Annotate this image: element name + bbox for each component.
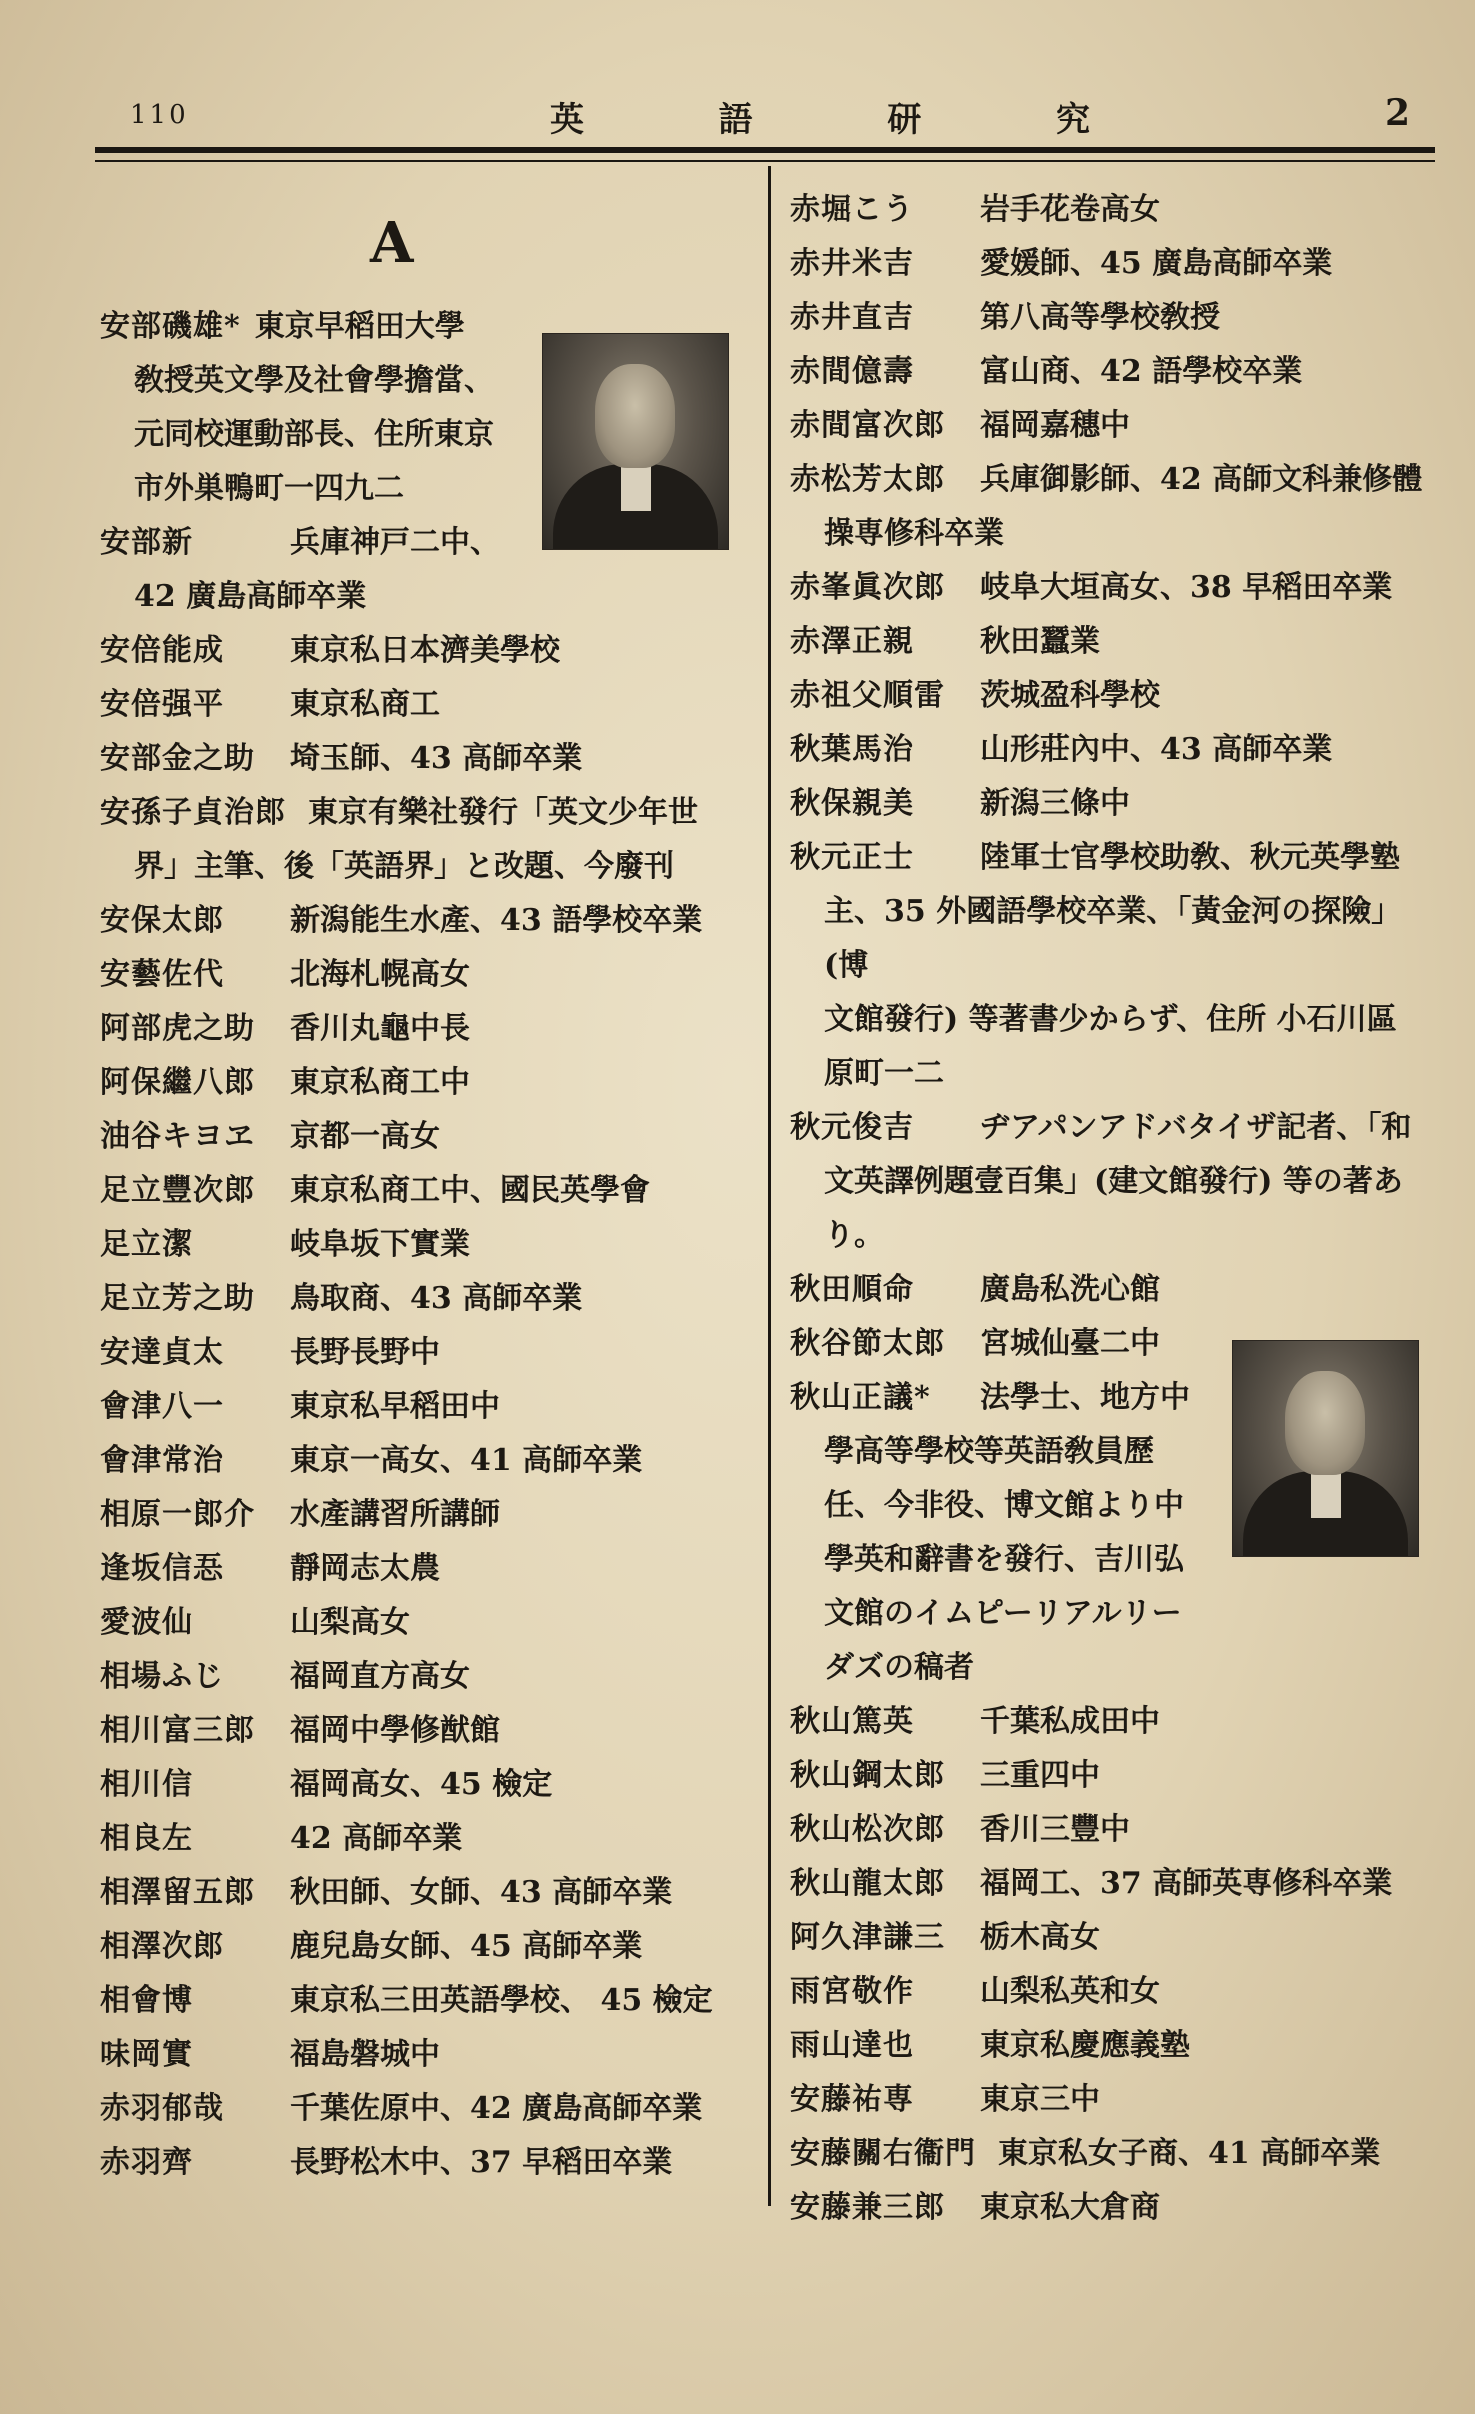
entry-name: 會津常治 <box>100 1443 224 1478</box>
entry-desc: 學英和辭書を發行、吉川弘 <box>824 1542 1184 1577</box>
directory-entry <box>790 2181 1440 2235</box>
entry-name: 相澤次郎 <box>100 1929 224 1964</box>
entry-name: 秋山正議* <box>790 1380 931 1415</box>
entry-desc: 富山商、42 語學校卒業 <box>980 354 1303 389</box>
entry-name: 相川信 <box>100 1767 193 1802</box>
entry-name: 赤井直吉 <box>790 300 914 335</box>
directory-entry <box>100 732 760 786</box>
directory-entry <box>100 1002 760 1056</box>
journal-title <box>550 92 1090 141</box>
entry-desc: 東京早稻田大學 <box>254 309 465 344</box>
entry-desc: 鳥取商、43 高師卒業 <box>290 1281 583 1316</box>
directory-entry <box>100 2136 760 2190</box>
entry-desc: 愛媛師、45 廣島高師卒業 <box>980 246 1333 281</box>
entry-name: 安藝佐代 <box>100 957 224 992</box>
entry-name: 安保太郎 <box>100 903 224 938</box>
entry-name: 秋山篤英 <box>790 1704 914 1739</box>
entry-desc: 香川三豐中 <box>980 1812 1130 1847</box>
entry-desc: 東京私商工中 <box>290 1065 470 1100</box>
entry-desc: 陸軍士官學校助敎、秋元英學塾 <box>980 840 1400 875</box>
directory-entry <box>790 777 1440 831</box>
directory-entry <box>100 678 760 732</box>
directory-entry <box>790 453 1440 561</box>
directory-entry <box>100 1704 760 1758</box>
entry-desc: 東京私商工 <box>290 687 440 722</box>
entry-desc: 山形莊內中、43 高師卒業 <box>980 732 1333 767</box>
directory-entry <box>100 1758 760 1812</box>
entry-name: 秋元正士 <box>790 840 914 875</box>
entry-name: 雨山達也 <box>790 2028 914 2063</box>
directory-entry <box>100 894 760 948</box>
entry-desc: 學高等學校等英語敎員歷 <box>824 1434 1154 1469</box>
entry-desc: 操専修科卒業 <box>824 516 1004 551</box>
entry-desc: 42 廣島高師卒業 <box>134 579 367 614</box>
entry-desc: 千葉佐原中、42 廣島高師卒業 <box>290 2091 703 2126</box>
directory-entry <box>790 345 1440 399</box>
entry-name: 雨宮敬作 <box>790 1974 914 2009</box>
entry-desc: 東京三中 <box>980 2082 1100 2117</box>
directory-entry <box>100 1056 760 1110</box>
title-char: 英 <box>550 100 584 140</box>
entry-desc: 福岡中學修猷館 <box>290 1713 500 1748</box>
directory-entry <box>790 2019 1440 2073</box>
entry-name: 相澤留五郎 <box>100 1875 255 1910</box>
directory-entry <box>790 399 1440 453</box>
entry-name: 相川富三郎 <box>100 1713 255 1748</box>
entry-desc: ダズの稿者 <box>824 1650 974 1685</box>
directory-entry <box>790 1911 1440 1965</box>
directory-entry <box>790 2073 1440 2127</box>
entry-desc: 栃木高女 <box>980 1920 1100 1955</box>
entry-desc: 東京私日本濟美學校 <box>290 633 560 668</box>
entry-desc: 水產講習所講師 <box>290 1497 500 1532</box>
entry-desc: 新潟三條中 <box>980 786 1130 821</box>
entry-name: 赤峯眞次郎 <box>790 570 945 605</box>
entry-desc: 原町一二 <box>824 1056 944 1091</box>
entry-desc: 主、35 外國語學校卒業、「黃金河の探險」(博 <box>824 894 1402 983</box>
entry-desc: 山梨高女 <box>290 1605 410 1640</box>
entry-desc: 文英譯例題壹百集」(建文館發行) 等の著あ <box>824 1164 1403 1199</box>
entry-desc: 埼玉師、43 高師卒業 <box>290 741 583 776</box>
entry-name: 油谷キヨヱ <box>100 1119 255 1154</box>
entry-name: 相場ふじ <box>100 1659 224 1694</box>
entry-list <box>100 624 760 2190</box>
entry-name: 赤羽郁哉 <box>100 2091 224 2126</box>
entry-name: 赤井米吉 <box>790 246 914 281</box>
directory-entry <box>790 237 1440 291</box>
entry-desc: 三重四中 <box>980 1758 1100 1793</box>
entry-desc: 元同校運動部長、住所東京 <box>134 417 494 452</box>
entry-desc: 東京私女子商、41 高師卒業 <box>998 2136 1381 2171</box>
entry-name: 足立豐次郎 <box>100 1173 255 1208</box>
entry-desc: 東京私大倉商 <box>980 2190 1160 2225</box>
entry-desc: 界」主筆、後「英語界」と改題、今廢刊 <box>134 849 674 884</box>
entry-desc: 福岡嘉穗中 <box>980 408 1130 443</box>
entry-desc: 任、今非役、博文館より中 <box>824 1488 1184 1523</box>
directory-entry <box>100 2082 760 2136</box>
directory-entry <box>790 183 1440 237</box>
entry-list <box>790 183 1440 831</box>
directory-entry <box>790 1695 1440 1749</box>
entry-name: 愛波仙 <box>100 1605 193 1640</box>
entry-desc: 福島磐城中 <box>290 2037 440 2072</box>
entry-desc: 敎授英文學及社會學擔當、 <box>134 363 494 398</box>
directory-entry <box>790 831 1440 1101</box>
entry-desc: 市外巣鴨町一四九二 <box>134 471 404 506</box>
entry-desc: 秋田蠶業 <box>980 624 1100 659</box>
directory-entry <box>790 561 1440 615</box>
entry-name: 阿部虎之助 <box>100 1011 255 1046</box>
entry-name: 足立芳之助 <box>100 1281 255 1316</box>
entry-desc: 東京一高女、41 高師卒業 <box>290 1443 643 1478</box>
directory-entry <box>100 300 540 516</box>
entry-desc: 北海札幌高女 <box>290 957 470 992</box>
entry-name: 安部金之助 <box>100 741 255 776</box>
entry-name: 阿保繼八郎 <box>100 1065 255 1100</box>
entry-desc: 岩手花卷高女 <box>980 192 1160 227</box>
entry-name: 秋田順命 <box>790 1272 914 1307</box>
portrait-photo <box>1232 1340 1419 1557</box>
entry-desc: 香川丸龜中長 <box>290 1011 470 1046</box>
column-divider <box>768 166 771 2206</box>
entry-name: 赤祖父順雷 <box>790 678 945 713</box>
directory-entry <box>100 786 760 894</box>
entry-desc: 東京私商工中、國民英學會 <box>290 1173 650 1208</box>
entry-desc: 岐阜坂下實業 <box>290 1227 470 1262</box>
entry-name: 安部磯雄* <box>100 309 241 344</box>
entry-desc: 兵庫御影師、42 高師文科兼修體 <box>980 462 1423 497</box>
directory-entry <box>100 1326 760 1380</box>
entry-desc: 靜岡志太農 <box>290 1551 440 1586</box>
directory-entry <box>100 1812 760 1866</box>
entry-name: 會津八一 <box>100 1389 224 1424</box>
right-column <box>790 183 1440 2235</box>
entry-name: 秋葉馬治 <box>790 732 914 767</box>
title-char: 語 <box>718 100 753 140</box>
entry-desc: り。 <box>824 1218 884 1253</box>
entry-name: 阿久津謙三 <box>790 1920 945 1955</box>
entry-desc: 廣島私洗心館 <box>980 1272 1160 1307</box>
entry-desc: 東京私慶應義塾 <box>980 2028 1190 2063</box>
entry-desc: 福岡直方高女 <box>290 1659 470 1694</box>
entry-desc: 千葉私成田中 <box>980 1704 1160 1739</box>
entry-desc: 山梨私英和女 <box>980 1974 1160 2009</box>
directory-entry <box>100 2028 760 2082</box>
entry-desc: 東京私早稻田中 <box>290 1389 500 1424</box>
directory-entry <box>790 291 1440 345</box>
directory-entry <box>100 1434 760 1488</box>
page-number: 110 <box>130 100 189 130</box>
entry-desc: 第八高等學校敎授 <box>980 300 1220 335</box>
entry-name: 秋元俊吉 <box>790 1110 914 1145</box>
directory-entry <box>100 1920 760 1974</box>
entry-name: 相會博 <box>100 1983 193 2018</box>
directory-entry <box>100 1272 760 1326</box>
entry-name: 安達貞太 <box>100 1335 224 1370</box>
directory-entry <box>790 615 1440 669</box>
entry-desc: 東京有樂社發行「英文少年世 <box>308 795 698 830</box>
entry-list <box>790 1695 1440 2235</box>
directory-entry <box>100 948 760 1002</box>
directory-entry <box>790 1803 1440 1857</box>
entry-desc: 宮城仙臺二中 <box>980 1326 1160 1361</box>
entry-desc: 長野長野中 <box>290 1335 440 1370</box>
directory-entry <box>100 1380 760 1434</box>
page-header <box>95 92 1435 142</box>
entry-name: 赤羽齊 <box>100 2145 193 2180</box>
directory-entry <box>790 2127 1440 2181</box>
entry-desc: 兵庫神戸二中、 <box>290 525 500 560</box>
directory-entry <box>790 723 1440 777</box>
entry-name: 足立潔 <box>100 1227 193 1262</box>
entry-name: 赤松芳太郎 <box>790 462 945 497</box>
issue-number: 2 <box>1385 92 1411 134</box>
entry-name: 相原一郎介 <box>100 1497 255 1532</box>
header-rule-thin <box>95 160 1435 162</box>
entry-name: 安部新 <box>100 525 193 560</box>
entry-name: 秋山松次郎 <box>790 1812 945 1847</box>
entry-name: 秋保親美 <box>790 786 914 821</box>
directory-entry <box>790 1263 1440 1317</box>
entry-desc: 福岡工、37 高師英専修科卒業 <box>980 1866 1393 1901</box>
entry-name: 赤堀こう <box>790 192 914 227</box>
entry-name: 安倍强平 <box>100 687 224 722</box>
directory-entry <box>790 669 1440 723</box>
directory-entry <box>100 1110 760 1164</box>
entry-desc: 鹿兒島女師、45 高師卒業 <box>290 1929 643 1964</box>
directory-entry <box>100 1974 760 2028</box>
directory-entry <box>100 1488 760 1542</box>
portrait-photo <box>542 333 729 550</box>
entry-desc: 42 高師卒業 <box>290 1821 463 1856</box>
header-rule-thick <box>95 147 1435 153</box>
entry-desc: ヂアパンアドバタイザ記者、「和 <box>980 1110 1412 1145</box>
directory-entry <box>790 1857 1440 1911</box>
directory-entry <box>100 1542 760 1596</box>
directory-entry <box>790 1965 1440 2019</box>
entry-desc: 文館のイムピーリアルリー <box>824 1596 1182 1631</box>
entry-desc: 新潟能生水產、43 語學校卒業 <box>290 903 703 938</box>
entry-desc: 茨城盈科學校 <box>980 678 1160 713</box>
section-letter-heading: A <box>370 210 414 276</box>
left-column <box>100 300 760 2190</box>
title-char: 究 <box>1055 100 1090 140</box>
directory-entry <box>100 1866 760 1920</box>
entry-desc: 法學士、地方中 <box>980 1380 1190 1415</box>
entry-desc: 東京私三田英語學校、 45 檢定 <box>290 1983 713 2018</box>
entry-desc: 岐阜大垣高女、38 早稻田卒業 <box>980 570 1393 605</box>
directory-entry <box>100 624 760 678</box>
entry-desc: 福岡高女、45 檢定 <box>290 1767 553 1802</box>
directory-entry <box>100 1218 760 1272</box>
directory-entry <box>100 1596 760 1650</box>
entry-desc: 文館發行) 等著書少からず、住所 小石川區 <box>824 1002 1397 1037</box>
entry-name: 安藤祐専 <box>790 2082 914 2117</box>
title-char: 研 <box>887 100 922 140</box>
entry-name: 赤間億壽 <box>790 354 914 389</box>
entry-name: 秋山鋼太郎 <box>790 1758 945 1793</box>
directory-entry <box>100 1164 760 1218</box>
directory-entry <box>790 1101 1440 1263</box>
entry-name: 秋山龍太郎 <box>790 1866 945 1901</box>
entry-name: 安孫子貞治郎 <box>100 795 286 830</box>
entry-name: 赤間富次郎 <box>790 408 945 443</box>
directory-entry <box>100 1650 760 1704</box>
entry-name: 安藤關右衞門 <box>790 2136 976 2171</box>
entry-name: 逢坂信忢 <box>100 1551 224 1586</box>
entry-name: 赤澤正親 <box>790 624 914 659</box>
entry-desc: 長野松木中、37 早稻田卒業 <box>290 2145 673 2180</box>
entry-desc: 秋田師、女師、43 高師卒業 <box>290 1875 673 1910</box>
directory-entry <box>790 1371 1230 1695</box>
entry-name: 秋谷節太郎 <box>790 1326 945 1361</box>
entry-name: 安藤兼三郎 <box>790 2190 945 2225</box>
entry-desc: 京都一高女 <box>290 1119 440 1154</box>
entry-name: 相良左 <box>100 1821 193 1856</box>
entry-name: 安倍能成 <box>100 633 224 668</box>
entry-name: 味岡實 <box>100 2037 193 2072</box>
directory-entry <box>790 1749 1440 1803</box>
